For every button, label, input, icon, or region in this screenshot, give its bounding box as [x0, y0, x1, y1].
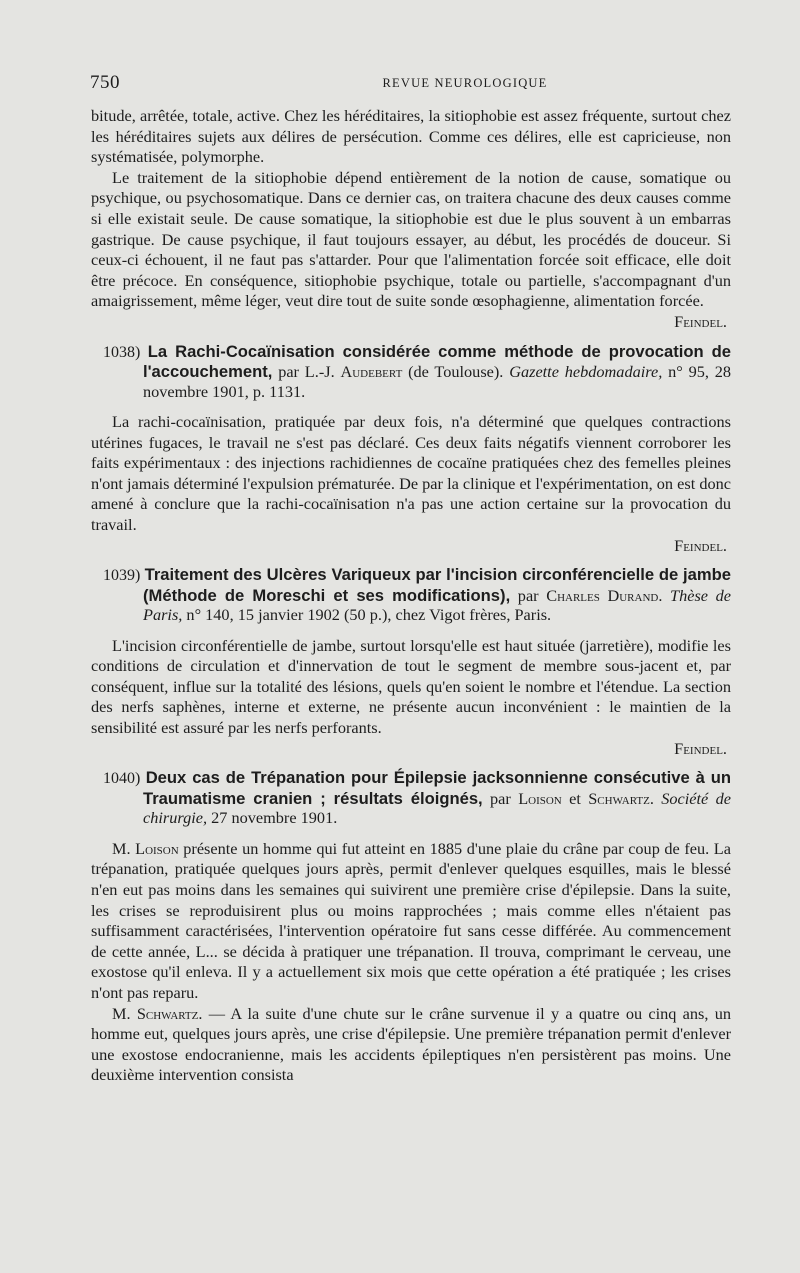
- entry-author: Charles Durand: [546, 585, 659, 605]
- entry-number: 1038): [103, 343, 141, 361]
- entry-1039-text: L'incision circonférentielle de jambe, surtout lorsqu'elle est haut située (jarretière), modifie les conditions de circulation et d'innervation de tout le segment de membre sous-jacent et, par conséquent, influe sur la totalité des lésions, quels qu'en soient le nombre et l'étendue. La section des nerfs saphènes, interne et externe, ne présente aucun inconvénient : le maintien de la sensibilité est assuré par les nerfs perforants.: [91, 635, 731, 738]
- entry-byline: par: [482, 788, 519, 808]
- entry-reference: n° 140, 15 janvier 1902 (50 p.), chez Vigot frères, Paris.: [182, 605, 552, 625]
- entry-journal: Thèse de Paris,: [143, 585, 732, 625]
- entry-affiliation: .: [658, 585, 671, 605]
- entry-title: La Rachi-Cocaïnisation considérée comme méthode de provocation de l'accouchement,: [143, 341, 731, 382]
- entry-separator: .: [649, 788, 662, 808]
- entry-journal: Gazette hebdomadaire,: [509, 362, 663, 382]
- abstract-entry-1038: [91, 342, 731, 402]
- entry-1039-body: [91, 636, 731, 760]
- abstract-entry-1039: [91, 565, 731, 625]
- entry-affiliation: (de Toulouse).: [402, 362, 510, 382]
- entry-1040-body-b: [91, 1004, 731, 1086]
- entry-author: Audebert: [340, 362, 403, 382]
- entry-number: 1040): [103, 770, 141, 788]
- intro-paragraph-2: [91, 168, 731, 333]
- entry-1040-body-a: [91, 839, 731, 1004]
- entry-1040-text-a: présente un homme qui fut atteint en 1885 d'une plaie du crâne par coup de feu. La trépanation, pratiquée quelques jours après, permit d'enlever quelques esquilles, mais le blessé n'en eut pas moins dans les semaines qui suivirent une première crise d'épilepsie. Dans la suite, les crises se reproduisirent plus ou moins rapprochées ; mais comme elles n'étaient pas suffisamment caractérisées, l'intervention opératoire fut sans cesse différée. Au commencement de cette année, L... se décida à pratiquer une trépanation. Il trouva, comprimant le cerveau, une exostose qu'il enleva. Il y a actuellement six mois que cette opération a été pratiquée ; les crises n'ont pas reparu.: [91, 838, 731, 1002]
- entry-reference: n° 95, 28 novembre 1901, p. 1131.: [143, 362, 732, 401]
- entry-reference: 27 novembre 1901.: [207, 808, 338, 828]
- entry-affiliation: et: [561, 788, 589, 808]
- intro-signature: Feindel.: [674, 311, 727, 331]
- page-body: [91, 106, 731, 1086]
- entry-1040-speaker-a: M. Loison: [112, 838, 179, 858]
- entry-byline: par L.-J.: [272, 362, 341, 382]
- intro-paragraph-2-text: Le traitement de la sitiophobie dépend entièrement de la notion de cause, somatique ou psychique, ou psychosomatique. Dans ce dernier cas, on traitera chacune des deux causes comme si elle existait seule. De cause somatique, la sitiophobie est due le plus souvent à un embarras gastrique. De cause psychique, il faut toujours essayer, au début, les procédés de douceur. Si ceux-ci échouent, il ne faut pas s'attarder. Pour que l'alimentation forcée soit efficace, elle doit être précoce. En conséquence, sitiophobie psychique, totale ou partielle, s'accompagnant d'un amaigrissement, même léger, veut dire tout de suite sonde œsophagienne, alimentation forcée.: [91, 167, 731, 311]
- entry-1038-text: La rachi-cocaïnisation, pratiquée par deux fois, n'a déterminé que quelques contractions utérines fugaces, le travail ne s'est pas déclaré. Ces deux faits négatifs viennent corroborer les faits expérimentaux : des injections rachidiennes de cocaïne pratiquées chez des femelles pleines n'ont jamais déterminé l'expulsion prématurée. De par la clinique et l'expérimentation, on est donc amené à conclure que la rachi-cocaïnisation n'a pas une action certaine sur la provocation du travail.: [91, 412, 731, 534]
- entry-title: Traitement des Ulcères Variqueux par l'incision circonférencielle de jambe (Méthode de Moreschi et ses modifications),: [143, 565, 731, 605]
- intro-paragraph-1: bitude, arrêtée, totale, active. Chez les héréditaires, la sitiophobie est assez fréquente, surtout chez les héréditaires sujets aux délires de persécution. Comme ces délires, elle est capricieuse, non systématisée, polymorphe.: [91, 106, 731, 167]
- entry-journal: Société de chirurgie,: [143, 788, 732, 828]
- entry-author-2: Schwartz: [588, 788, 650, 808]
- entry-author: Loison: [518, 788, 562, 808]
- running-title: REVUE NEUROLOGIQUE: [382, 76, 548, 90]
- entry-1039-signature: Feindel.: [674, 738, 727, 758]
- entry-1038-signature: Feindel.: [674, 535, 727, 555]
- entry-number: 1039): [103, 567, 141, 585]
- page-header: [90, 70, 730, 100]
- entry-title: Deux cas de Trépanation pour Épilepsie jacksonnienne consécutive à un Traumatisme cranien ; résultats éloignés,: [143, 768, 731, 808]
- abstract-entry-1040: [91, 768, 731, 828]
- page-number: 750: [90, 72, 120, 93]
- entry-1040-text-b: — A la suite d'une chute sur le crâne survenue il y a quatre ou cinq ans, un homme eut, quelques jours après, une crise d'épilepsie. Une première trépanation permit d'enlever une exostose endocranienne, mais les accidents épileptiques n'en persistèrent pas moins. Une deuxième intervention consista: [91, 1003, 731, 1085]
- entry-1040-speaker-b: M. Schwartz.: [112, 1003, 203, 1023]
- entry-1038-body: [91, 412, 731, 556]
- entry-byline: par: [510, 585, 547, 605]
